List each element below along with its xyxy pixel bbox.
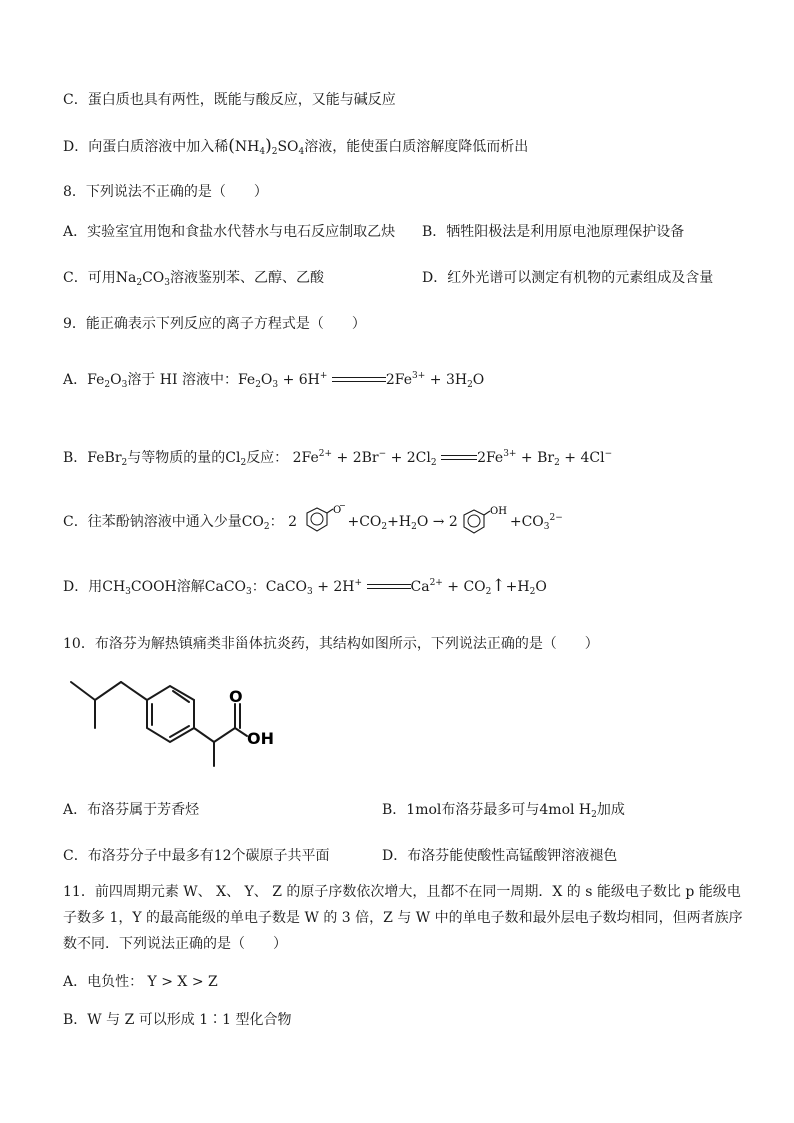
q8-c-text: 溶液鉴别苯、乙醇、乙酸 [170, 270, 324, 286]
formula: SO [277, 139, 299, 155]
q7-d-text: D．向蛋白质溶液中加入稀 [63, 139, 229, 155]
subscript: 3 [164, 278, 170, 288]
q9-b-text: 与等物质的量的 [127, 450, 226, 466]
q9-b-text: 反应： [246, 450, 289, 466]
q9-c-text: C．往苯酚钠溶液中通入少量 [63, 514, 242, 530]
formula: CH [102, 579, 126, 595]
option-label: B． [382, 802, 407, 818]
q9-c-text: +H [387, 514, 412, 530]
hydroxyl-label: OH [489, 506, 507, 517]
q9-c-text: +CO [347, 514, 382, 530]
phenol-ring-icon [458, 505, 510, 539]
q9-option-d: D．用$CH_3COOH$溶解CaCO$_3$：CaCO$_3$ + 2H+ $Ca^{2+}$ + $CO_2↑+H_2O$ [63, 576, 547, 597]
q7-d-text: 溶液，能使蛋白质溶解度降低而析出 [304, 139, 529, 155]
subscript: 4 [298, 147, 305, 157]
q9-stem: 9．能正确表示下列反应的离子方程式是（ ） [63, 316, 366, 332]
q11-stem-line3: 数不同．下列说法正确的是（ ） [63, 936, 287, 952]
q8-option-a: A．实验室宜用饱和食盐水代替水与电石反应制取乙炔 [63, 224, 396, 240]
q9-c-text: +CO [509, 514, 544, 530]
hydroxyl-label: OH [247, 729, 274, 748]
paren: ( [228, 136, 235, 156]
q10-option-a: A．布洛芬属于芳香烃 [63, 802, 200, 818]
q9-d-text: ： [251, 579, 266, 595]
q9-option-a: A．$Fe_2O_3$溶于 HI 溶液中：$Fe_2O_3 + 6H^+$ $2Fe^{3+} + 3H_2O$ [63, 371, 485, 390]
formula: 1mol [406, 802, 442, 818]
formula: NH [234, 139, 260, 155]
q7-option-d [63, 136, 528, 157]
q9-c-text: O → 2 [416, 514, 458, 530]
subscript: 2 [263, 522, 270, 532]
q8-option-d: D．红外光谱可以测定有机物的元素组成及含量 [422, 270, 714, 286]
q11-option-b: B．W 与 Z 可以形成 1∶1 型化合物 [63, 1012, 292, 1028]
q10-c-text: C．布洛芬分子中最多有 [63, 848, 214, 864]
q8-option-c [63, 268, 324, 288]
equals-sign [332, 375, 386, 385]
q9-d-text: 溶解 [176, 579, 205, 595]
option-label: A． [63, 372, 88, 388]
formula: Na [115, 270, 137, 286]
gas-arrow-icon: ↑ [491, 576, 506, 596]
q9-d-text: D．用 [63, 579, 103, 595]
ibuprofen-structure-diagram [63, 670, 293, 778]
q10-c-text: 个碳原子共平面 [231, 848, 330, 864]
q10-option-d: D．布洛芬能使酸性高锰酸钾溶液褪色 [382, 848, 618, 864]
q9-c-text: ： [269, 514, 284, 530]
option-label: B． [63, 450, 88, 466]
paren: ) [265, 136, 272, 156]
q8-stem: 8．下列说法不正确的是（ ） [63, 184, 268, 200]
subscript: 3 [543, 522, 550, 532]
coefficient: 2 [288, 514, 298, 530]
number: 12 [213, 848, 232, 864]
q10-b-text: 布洛芬最多可与 [441, 802, 540, 818]
q9-option-b: B．FeBr$_2$与等物质的量的$Cl_2$反应： $2Fe^{2+} + 2Br^- + 2Cl_2$ $2Fe^{3+} + Br_2 + 4Cl^-$ [63, 449, 613, 468]
q11-option-a: A．电负性： Y > X > Z [63, 974, 218, 990]
equals-sign [441, 453, 477, 463]
oxygen-label: O [229, 687, 243, 706]
equals-sign [367, 582, 411, 592]
q8-option-b: B．牺牲阳极法是利用原电池原理保护设备 [422, 224, 685, 240]
q10-b-text: 加成 [596, 802, 625, 818]
phenoxide-ring-icon [297, 501, 346, 539]
formula: CO [241, 514, 264, 530]
q10-option-c [63, 846, 330, 866]
subscript: 2 [271, 147, 278, 157]
subscript: 2 [136, 278, 143, 288]
q11-stem-line1: 11．前四周期元素 W、 X、 Y、 Z 的原子序数依次增大，且都不在同一周期．X 的 s 能级电子数比 p 能级电 [63, 884, 741, 900]
q11-stem-line2: 子数多 1，Y 的最高能级的单电子数是 W 的 3 倍，Z 与 W 中的单电子数和最外层电子数均相同，但两者族序 [63, 910, 743, 926]
superscript: 2− [549, 513, 563, 523]
charge-label: − [339, 501, 346, 510]
q7-option-c: C．蛋白质也具有两性，既能与酸反应，又能与碱反应 [63, 92, 396, 108]
formula: 4mol H [539, 802, 592, 818]
q9-option-c: C．往苯酚钠溶液中通入少量$CO_2$： 2 O − $+CO_2+H_2O \to 2$ OH $+CO_3^{2-}$ [63, 504, 563, 540]
subscript: 4 [259, 147, 266, 157]
formula: CaCO [204, 579, 247, 595]
formula: CO [142, 270, 165, 286]
q10-stem: 10．布洛芬为解热镇痛类非甾体抗炎药，其结构如图所示，下列说法正确的是（ ） [63, 636, 599, 652]
q8-c-text: C．可用 [63, 270, 116, 286]
oxygen-label: O [333, 505, 342, 516]
subscript: 2 [591, 810, 597, 820]
formula: COOH [130, 579, 177, 595]
q10-option-b [382, 800, 625, 820]
q9-a-text: 溶于 HI 溶液中： [127, 372, 238, 388]
